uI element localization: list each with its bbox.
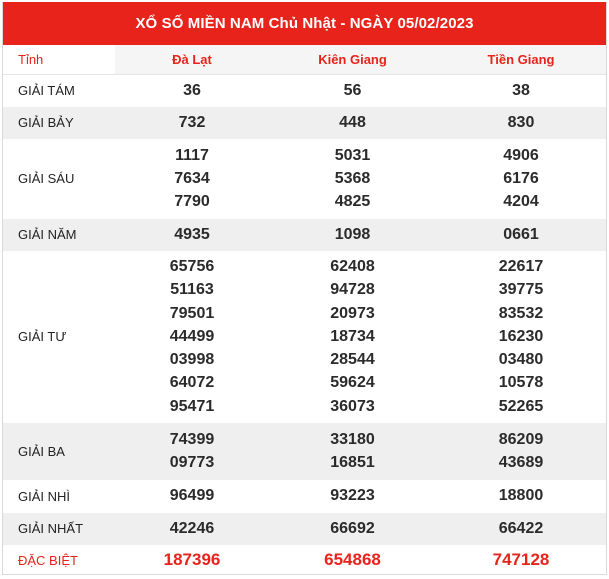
prize-cell xyxy=(436,251,606,423)
winning-number: 7634 xyxy=(174,169,210,187)
prize-label: GIẢI SÁU xyxy=(18,171,75,186)
winning-number: 42246 xyxy=(169,519,215,537)
winning-number: 187396 xyxy=(163,550,221,570)
lottery-results-table xyxy=(3,45,606,576)
winning-number: 4906 xyxy=(503,146,539,164)
winning-number: 1117 xyxy=(175,146,209,164)
winning-number: 64072 xyxy=(169,374,215,392)
winning-number: 36 xyxy=(183,82,201,100)
prize-cell xyxy=(115,75,269,107)
winning-number: 59624 xyxy=(330,374,375,392)
winning-number: 56 xyxy=(343,82,362,100)
winning-number: 654868 xyxy=(324,550,381,570)
winning-number: 33180 xyxy=(330,430,375,448)
winning-number: 10578 xyxy=(498,374,544,392)
prize-cell xyxy=(436,513,606,545)
winning-number: 20973 xyxy=(330,304,375,322)
winning-number: 7790 xyxy=(174,193,210,211)
winning-number: 5368 xyxy=(334,169,371,187)
prize-cell xyxy=(269,545,436,576)
prize-row xyxy=(3,251,606,423)
prize-cell xyxy=(436,219,606,251)
winning-number: 66692 xyxy=(330,519,375,537)
winning-number: 65756 xyxy=(169,258,215,276)
winning-number: 93223 xyxy=(330,487,375,505)
results-table-container xyxy=(2,2,607,575)
prize-row xyxy=(3,423,606,480)
prize-cell xyxy=(115,545,269,576)
province-name[interactable]: Tiền Giang xyxy=(436,45,606,75)
winning-number: 79501 xyxy=(169,304,215,322)
winning-number: 86209 xyxy=(498,430,544,448)
province-column-header: Tỉnh xyxy=(3,45,115,75)
prize-cell xyxy=(269,513,436,545)
prize-cell xyxy=(436,423,606,480)
prize-label: GIẢI NHẤT xyxy=(18,521,84,536)
winning-number: 1098 xyxy=(334,225,371,243)
prize-cell xyxy=(115,107,269,139)
winning-number: 747128 xyxy=(492,550,550,570)
winning-number: 03480 xyxy=(498,351,544,369)
winning-number: 5031 xyxy=(334,146,371,164)
prize-row xyxy=(3,107,606,139)
winning-number: 44499 xyxy=(169,327,215,345)
province-name[interactable]: Đà Lạt xyxy=(115,45,269,75)
prize-cell xyxy=(115,219,269,251)
prize-label: GIẢI BA xyxy=(18,443,65,459)
prize-row xyxy=(3,219,606,251)
winning-number: 96499 xyxy=(169,487,215,505)
prize-cell xyxy=(269,219,436,251)
prize-row xyxy=(3,513,606,545)
winning-number: 830 xyxy=(507,113,535,131)
province-name[interactable]: Kiên Giang xyxy=(269,45,436,75)
prize-label: GIẢI NHÌ xyxy=(18,488,71,504)
prize-cell xyxy=(269,251,436,423)
prize-cell xyxy=(115,480,269,513)
prize-cell xyxy=(436,545,606,576)
winning-number: 22617 xyxy=(498,258,544,276)
winning-number: 4825 xyxy=(334,193,371,211)
prize-label: GIẢI BẢY xyxy=(18,115,74,130)
table-header-row xyxy=(3,45,606,75)
prize-cell xyxy=(269,107,436,139)
winning-number: 62408 xyxy=(330,258,375,276)
winning-number: 39775 xyxy=(498,281,544,299)
prize-cell xyxy=(436,75,606,107)
winning-number: 09773 xyxy=(169,454,215,471)
prize-cell xyxy=(115,423,269,480)
prize-cell xyxy=(269,423,436,480)
winning-number: 18800 xyxy=(498,487,544,505)
prize-cell xyxy=(115,513,269,545)
winning-number: 66422 xyxy=(498,519,544,537)
winning-number: 16230 xyxy=(498,327,544,345)
prize-cell xyxy=(269,75,436,107)
winning-number: 74399 xyxy=(169,430,215,448)
winning-number: 448 xyxy=(339,113,366,131)
prize-row xyxy=(3,75,606,107)
prize-label: GIẢI TÁM xyxy=(18,83,75,99)
winning-number: 28544 xyxy=(330,351,375,369)
prize-cell xyxy=(436,107,606,139)
winning-number: 0661 xyxy=(503,225,539,243)
winning-number: 732 xyxy=(178,113,206,131)
prize-label: GIẢI TƯ xyxy=(18,329,67,344)
winning-number: 6176 xyxy=(503,169,539,187)
winning-number: 36073 xyxy=(330,397,375,415)
winning-number: 95471 xyxy=(169,397,215,415)
winning-number: 4204 xyxy=(503,193,539,211)
winning-number: 94728 xyxy=(330,281,375,299)
winning-number: 03998 xyxy=(169,351,215,369)
winning-number: 51163 xyxy=(170,281,214,299)
prize-cell xyxy=(115,251,269,423)
winning-number: 16851 xyxy=(330,454,375,471)
prize-cell xyxy=(269,480,436,513)
page-title: XỔ SỐ MIỀN NAM Chủ Nhật - NGÀY 05/02/2023 xyxy=(3,2,606,45)
winning-number: 18734 xyxy=(330,327,375,345)
prize-row xyxy=(3,480,606,513)
winning-number: 52265 xyxy=(498,397,544,415)
prize-cell xyxy=(269,139,436,219)
winning-number: 4935 xyxy=(174,225,210,243)
prize-row xyxy=(3,139,606,219)
prize-cell xyxy=(436,139,606,219)
winning-number: 38 xyxy=(512,82,530,100)
prize-label: GIẢI NĂM xyxy=(18,227,77,242)
winning-number: 43689 xyxy=(498,454,544,471)
prize-label: ĐẶC BIỆT xyxy=(18,552,78,568)
prize-cell xyxy=(436,480,606,513)
special-prize-row xyxy=(3,545,606,576)
prize-cell xyxy=(115,139,269,219)
winning-number: 83532 xyxy=(498,304,544,322)
